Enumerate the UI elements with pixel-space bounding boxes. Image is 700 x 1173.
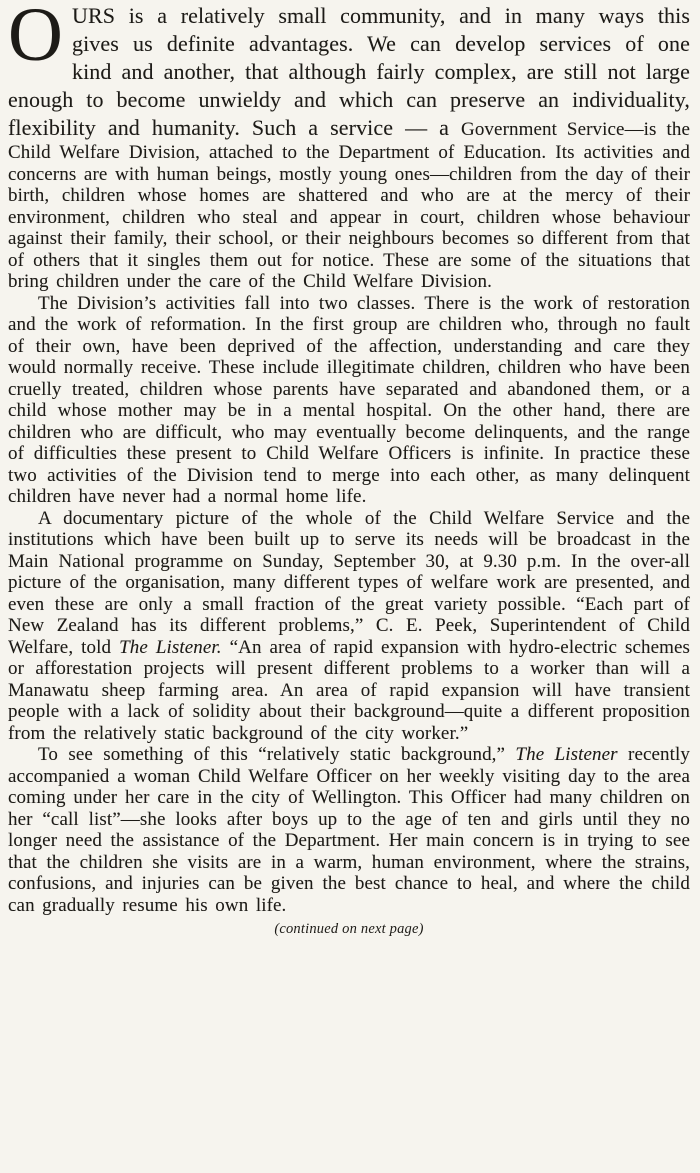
text-run: recently accompanied a woman Child Welfare Officer on her weekly visiting day to the area coming under her care in the city of Wellington. This Officer had many children on her “call list”—she looks after boys up to the age of ten and girls until they no longer need the assistance of the Department. Her main concern is in trying to see that the children she visits are in a warm, human environment, where the strains, confusions, and injuries can be given the best chance to heal, and where the child can gradually resume his own life. <box>8 744 691 916</box>
text-run: “An area of rapid expansion with hydro-electric schemes or afforestation projects will present different problems to a worker than will a Manawatu sheep farming area. An area of rapid expansion will have transient people with a lack of solidity about their background—quite a different proposition from the relatively static background of the city worker.” <box>8 636 691 744</box>
italic-publication-name: The Listener. <box>119 636 222 658</box>
paragraph-visiting-day <box>8 744 690 916</box>
paragraph-documentary-broadcast <box>8 508 690 745</box>
drop-cap: O <box>8 0 63 77</box>
italic-publication-name: The Listener <box>515 744 618 765</box>
text-run: To see something of this “relatively static background,” <box>38 744 516 765</box>
lead-text-run: URS is a relatively small community, and in many ways this gives us definite advantages. We can develop services of one kind and another, that although fairly complex, are still not large enough to become unwieldy and which can preserve an individuality, flexibility and humanity. Such a service — a <box>8 3 690 140</box>
article-body <box>8 2 690 916</box>
text-run: A documentary picture of the whole of the Child Welfare Service and the institutions which have been built up to serve its needs will be broadcast in the Main National programme on Sunday, September 30, at 9.30 p.m. In the over-all picture of the organisation, many different types of welfare work are presented, and even these are only a small fraction of the great variety possible. “Each part of New Zealand has its different problems,” C. E. Peek, Superintendent of Child Welfare, told <box>8 507 690 658</box>
paragraph-two-classes <box>8 293 690 508</box>
paragraph-opening <box>8 2 690 293</box>
continued-note: (continued on next page) <box>274 921 424 937</box>
text-run: The Division’s activities fall into two classes. There is the work of restoration and the work of reformation. In the first group are children who, through no fault of their own, have been deprived of the affection, understanding and care they would normally receive. These include illegitimate children, children who have been cruelly treated, children whose parents have separated and abandoned them, or a child whose mother may be in a mental hospital. On the other hand, there are children who are difficult, who may eventually become delinquents, and the range of difficulties these present to Child Welfare Officers is infinite. In practice these two activities of the Division tend to merge into each other, as many delinquent children have never had a normal home life. <box>8 292 690 507</box>
text-run: Government Service—is the Child Welfare Division, attached to the Department of Education. Its activities and concerns are with human beings, mostly young ones—children from the day of their birth, children whose homes are shattered and who are at the mercy of their environment, children who steal and appear in court, children whose behaviour against their family, their school, or their neighbours becomes so different from that of others that it singles them out for notice. These are some of the situations that bring children under the care of the Child Welfare Division. <box>8 119 690 292</box>
